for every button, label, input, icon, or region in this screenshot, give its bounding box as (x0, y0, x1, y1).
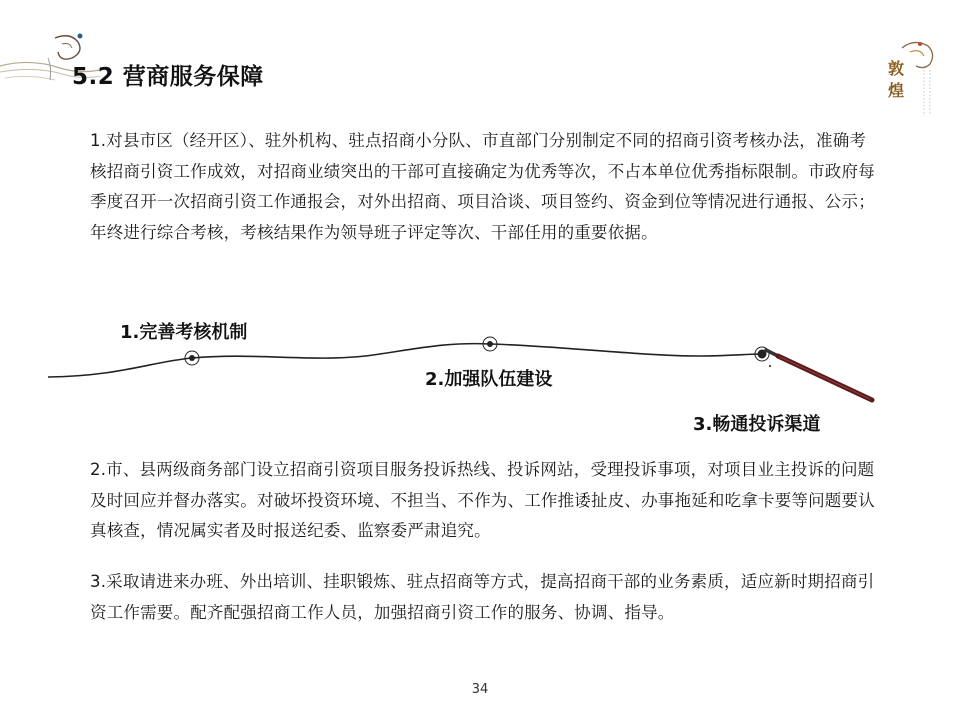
logo-char-2: 煌 (888, 81, 905, 100)
ink-brush-icon (755, 347, 872, 400)
logo-char-1: 敦 (888, 59, 905, 78)
dunhuang-logo (880, 36, 940, 122)
timeline-label-2: 2.加强队伍建设 (425, 369, 553, 390)
page-number: 34 (471, 682, 489, 697)
timeline-label-1: 1.完善考核机制 (120, 322, 248, 343)
timeline-label-3: 3.畅通投诉渠道 (693, 414, 821, 435)
paragraph-complaint: 2.市、县两级商务部门设立招商引资项目服务投诉热线、投诉网站，受理投诉事项，对项目业主投诉的问题及时回应并督办落实。对破坏投资环境、不担当、不作为、工作推诿扯皮、办事拖延和吃拿卡要等问题要认真核查，情况属实者及时报送纪委、监察委严肃追究。 (90, 460, 875, 540)
page-title: 5.2 营商服务保障 (72, 64, 264, 90)
timeline-curve (48, 344, 762, 377)
paragraph-training: 3.采取请进来办班、外出培训、挂职锻炼、驻点招商等方式，提高招商干部的业务素质，适应新时期招商引资工作需要。配齐配强招商工作人员，加强招商引资工作的服务、协调、指导。 (90, 572, 875, 622)
paragraph-assessment: 1.对县市区（经开区）、驻外机构、驻点招商小分队、市直部门分别制定不同的招商引资考核办法，准确考核招商引资工作成效，对招商业绩突出的干部可直接确定为优秀等次，不占本单位优秀指标限制。市政府每季度召开一次招商引资工作通报会，对外出招商、项目洽谈、项目签约、资金到位等情况进行通报、公示；年终进行综合考核，考核结果作为领导班子评定等次、干部任用的重要依据。 (90, 131, 875, 242)
